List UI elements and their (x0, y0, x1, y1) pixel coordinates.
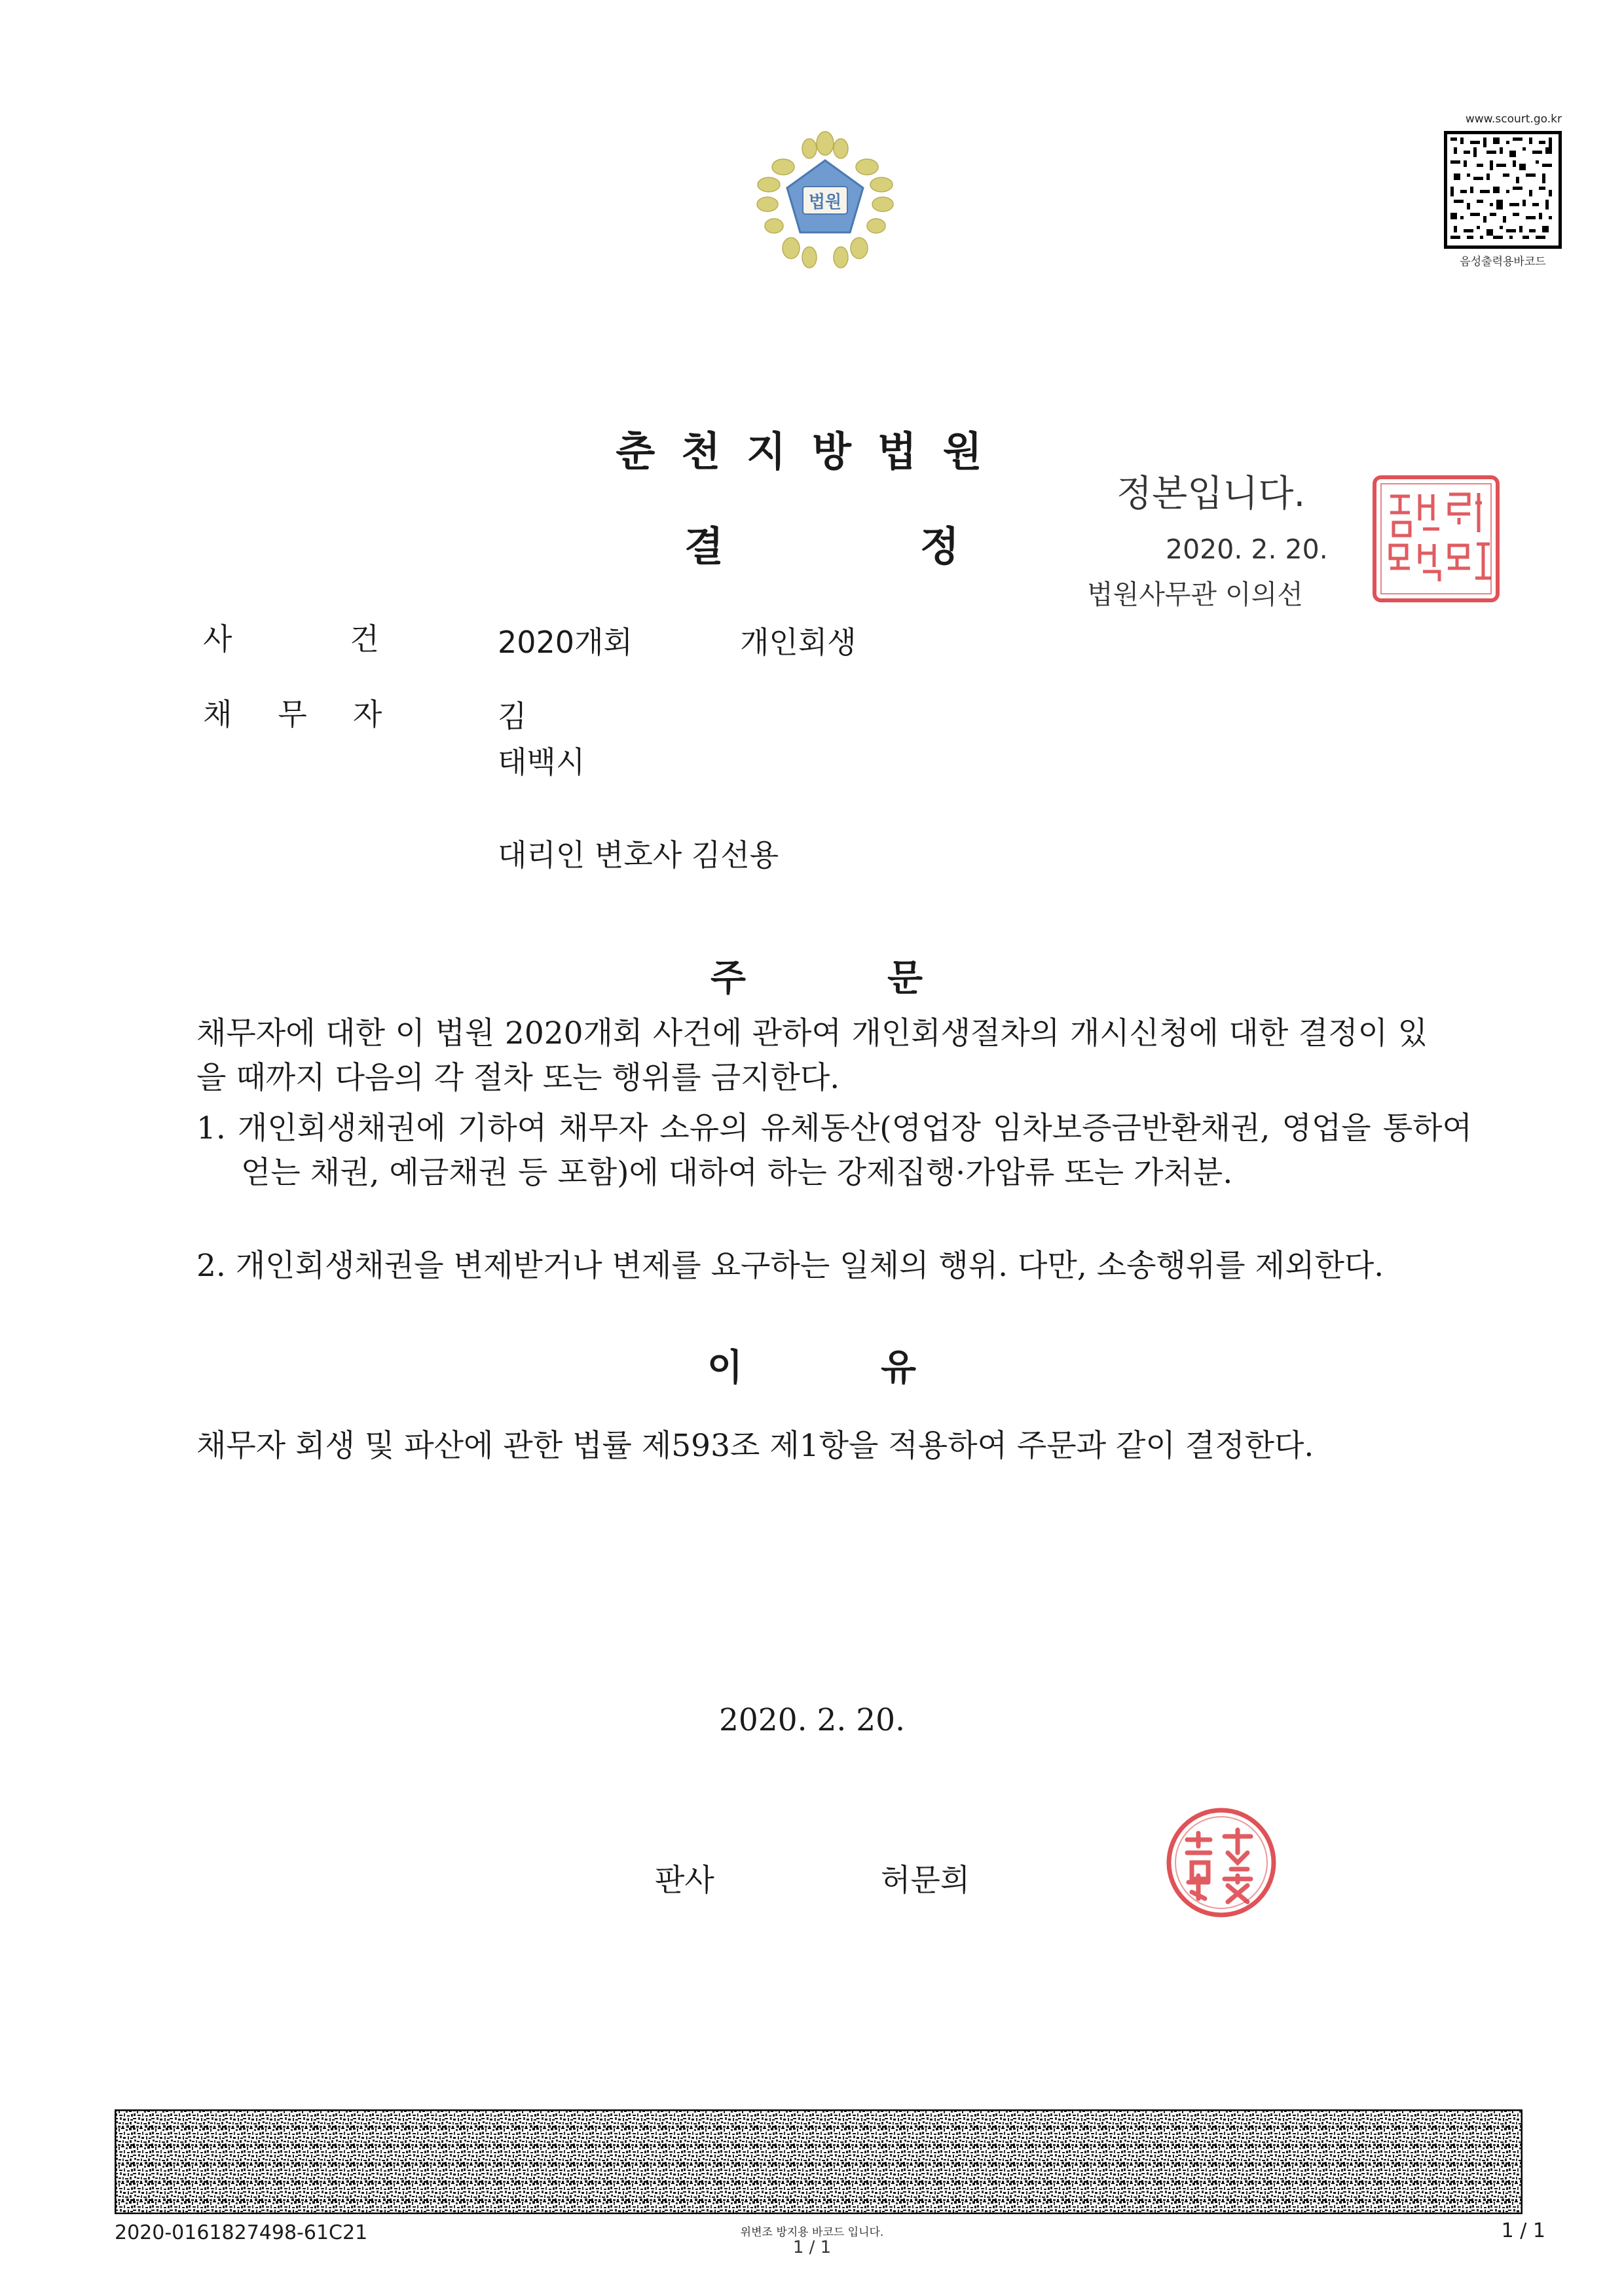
certification-date: 2020. 2. 20. (1166, 534, 1328, 565)
document-title-part-1: 결 (684, 522, 724, 570)
court-name: 춘천지방법원 (616, 428, 1008, 475)
case-number: 2020개회 (498, 625, 633, 660)
debtor-address: 태백시 (498, 744, 585, 780)
document-id: 2020-0161827498-61C21 (115, 2221, 368, 2244)
page-number-center: 1 / 1 (792, 2238, 832, 2257)
reason-paragraph: 채무자 회생 및 파산에 관한 법률 제593조 제1항을 적용하여 주문과 같이 결정한다. (196, 1428, 1314, 1464)
debtor-label: 채무자 (203, 697, 428, 732)
reason-heading-part-1: 이 (707, 1347, 743, 1389)
page-number-right: 1 / 1 (1501, 2219, 1545, 2242)
debtor-name: 김 (498, 699, 527, 734)
emblem-text: 법원 (808, 192, 842, 212)
order-item-2: 2. 개인회생채권을 변제받거나 변제를 요구하는 일체의 행위. 다만, 소송행위를 제외한다. (196, 1248, 1384, 1284)
qr-code-icon (1444, 131, 1562, 249)
court-emblem-icon (747, 128, 904, 275)
order-heading-part-2: 문 (887, 957, 923, 1000)
decision-date: 2020. 2. 20. (718, 1702, 906, 1738)
order-intro-paragraph: 채무자에 대한 이 법원 2020개회 사건에 관하여 개인회생절차의 개시신청에 대한 결정이 있을 때까지 다음의 각 절차 또는 행위를 금지한다. (196, 1015, 1428, 1096)
qr-caption: 음성출력용바코드 (1460, 255, 1546, 268)
barcode-icon (115, 2109, 1522, 2214)
clerk-seal-icon (1371, 473, 1502, 604)
anti-forgery-barcode (115, 2109, 1522, 2214)
court-emblem-logo (747, 128, 904, 275)
document-title-part-2: 정 (920, 522, 959, 570)
order-item-1: 1. 개인회생채권에 기하여 채무자 소유의 유체동산(영업장 임차보증금반환채권, 영업을 통하여 얻는 채권, 예금채권 등 포함)에 대하여 하는 강제집행·가압류 또는 가처분. (196, 1110, 1472, 1191)
anti-forgery-note: 위변조 방지용 바코드 입니다. (740, 2226, 884, 2239)
certified-copy-label: 정본입니다. (1116, 473, 1306, 515)
case-type: 개인회생 (740, 625, 857, 660)
court-clerk: 법원사무관 이의선 (1087, 579, 1303, 610)
reason-heading-part-2: 유 (881, 1347, 917, 1389)
judge-seal-icon (1162, 1804, 1280, 1922)
clerk-seal-stamp (1371, 473, 1502, 604)
judge-seal-stamp (1162, 1804, 1280, 1922)
judge-name: 허문희 (881, 1863, 970, 1899)
legal-representative: 대리인 변호사 김선용 (498, 837, 779, 873)
voice-output-qr-code (1444, 131, 1562, 249)
judge-title: 판사 (655, 1863, 714, 1899)
case-label: 사건 (203, 621, 497, 657)
order-heading-part-1: 주 (710, 957, 747, 1000)
court-url: www.scourt.go.kr (1465, 113, 1562, 126)
